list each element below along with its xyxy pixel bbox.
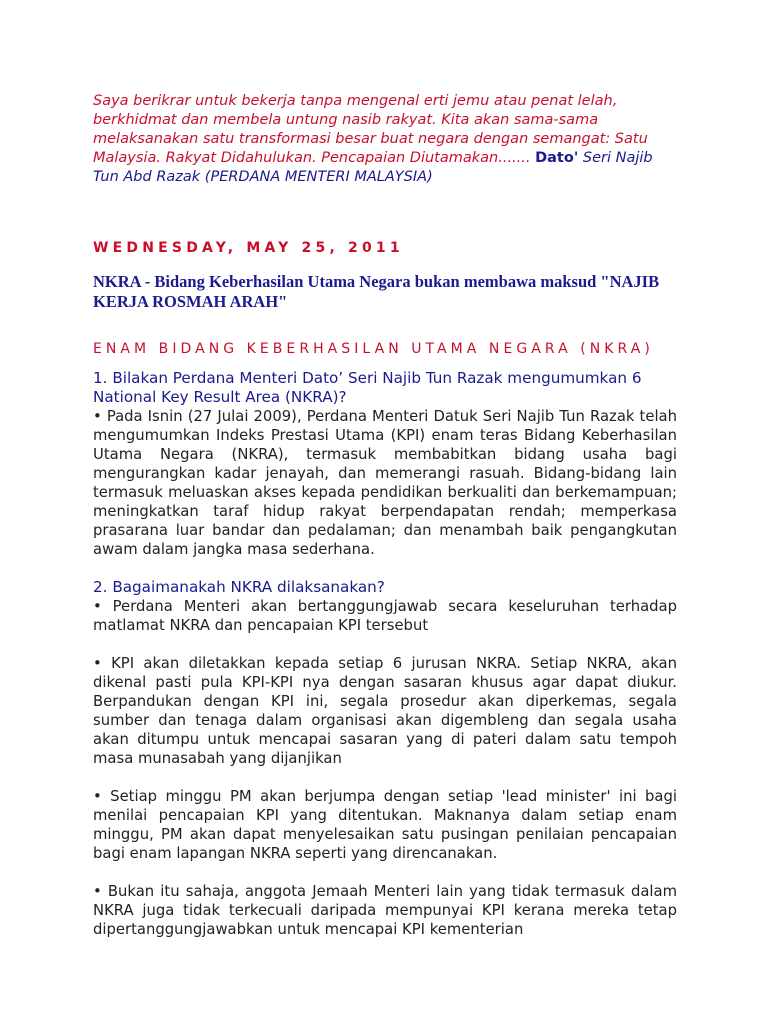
bullet-1: • Perdana Menteri akan bertanggungjawab secara keseluruhan terhadap matlamat NKRA dan pencapaian KPI tersebut [93,598,677,634]
quote-text: Saya berikrar untuk bekerja tanpa mengenal erti jemu atau penat lelah, berkhidmat dan membela untung nasib rakyat. Kita akan sama-sama melaksanakan satu transformasi besar buat negara dengan semangat: Satu Malaysia. Rakyat Didahulukan. Pencapaian Diutamakan....... [93,93,648,166]
bullet-4: • Bukan itu sahaja, anggota Jemaah Menteri lain yang tidak termasuk dalam NKRA juga tidak terkecuali daripada mempunyai KPI kerana mereka tetap dipertanggungjawabkan untuk mencapai KPI kementerian [93,883,677,938]
post-title[interactable]: NKRA - Bidang Keberhasilan Utama Negara bukan membawa maksud "NAJIB KERJA ROSMAH ARAH" [93,272,660,311]
question-1: 1. Bilakan Perdana Menteri Dato’ Seri Najib Tun Razak mengumumkan 6 National Key Result Area (NKRA)? [93,369,642,406]
answer-1: • Pada Isnin (27 Julai 2009), Perdana Menteri Datuk Seri Najib Tun Razak telah mengumumkan Indeks Prestasi Utama (KPI) enam teras Bidang Keberhasilan Utama Negara (NKRA), termasuk membabitkan bidang usaha bagi mengurangkan kadar jenayah, dan memerangi rasuah. Bidang-bidang lain termasuk meluaskan akses kepada pendidikan berkualiti dan berkemampuan; meningkatkan taraf hidup rakyat berpendapatan rendah; memperkasa prasarana luar bandar dan pedalaman; dan menambah baik pengangkutan awam dalam jangka masa sederhana. [93,408,677,558]
question-2: 2. Bagaimanakah NKRA dilaksanakan? [93,578,385,596]
bullet-2: • KPI akan diletakkan kepada setiap 6 jurusan NKRA. Setiap NKRA, akan dikenal pasti pula KPI-KPI nya dengan sasaran khusus agar dapat diukur. Berpandukan dengan KPI ini, segala prosedur akan diperkemas, segala sumber dan tenaga dalam organisasi akan digembleng dan segala usaha akan ditumpu untuk mencapai sasaran yang di pateri dalam satu tempoh masa munasabah yang dijanjikan [93,655,677,767]
section-heading: ENAM BIDANG KEBERHASILAN UTAMA NEGARA (NKRA) [93,341,654,357]
author-title: Dato' [535,150,579,166]
pledge-quote [93,92,677,187]
post-date: WEDNESDAY, MAY 25, 2011 [93,240,404,256]
spacer [93,635,677,654]
spacer [93,863,677,882]
article [93,92,677,939]
spacer [93,768,677,787]
spacer [93,559,677,578]
bullet-3: • Setiap minggu PM akan berjumpa dengan setiap 'lead minister' ini bagi menilai pencapaian KPI yang ditentukan. Maknanya dalam setiap enam minggu, PM akan dapat menyelesaikan satu pusingan penilaian pencapaian bagi enam lapangan NKRA seperti yang direncanakan. [93,788,677,862]
author-name: Seri Najib Tun Abd Razak (PERDANA MENTERI MALAYSIA) [93,150,653,185]
